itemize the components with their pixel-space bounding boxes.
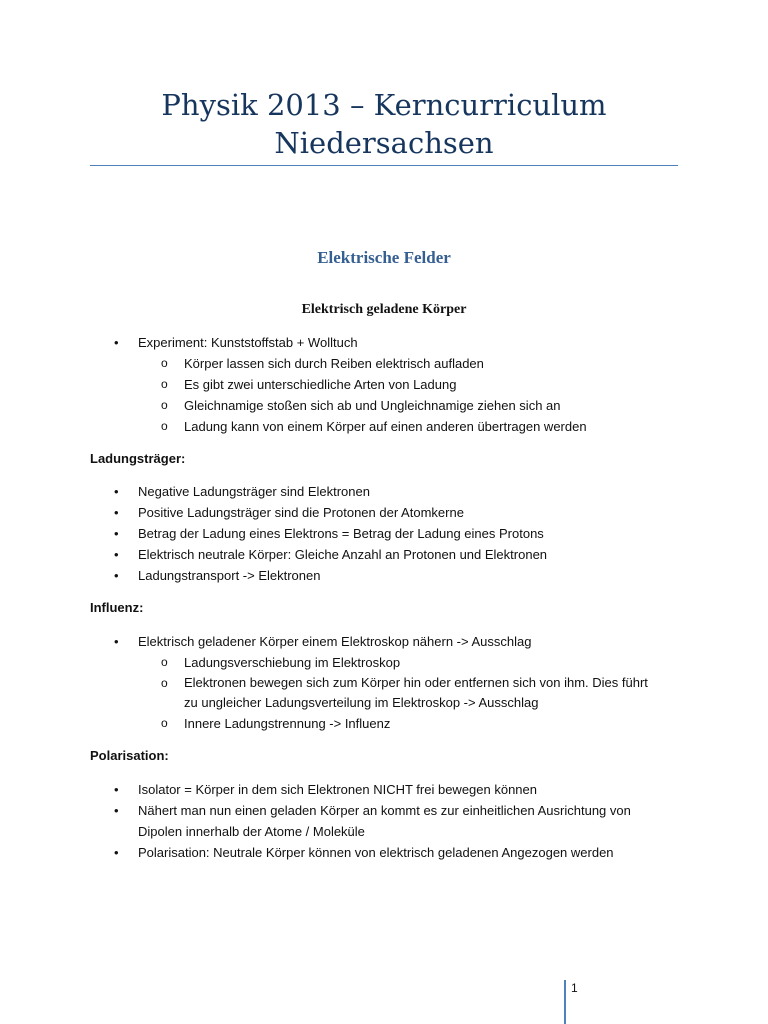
- list-item: • Elektrisch neutrale Körper: Gleiche Anzahl an Protonen und Elektronen: [0, 544, 678, 565]
- list-item: • Ladungstransport -> Elektronen: [0, 565, 678, 586]
- list-subitem: o Körper lassen sich durch Reiben elektrisch aufladen: [0, 353, 664, 374]
- polarisation-label: Polarisation:: [90, 748, 169, 763]
- list-subitem: o Gleichnamige stoßen sich ab und Ungleichnamige ziehen sich an: [0, 395, 664, 416]
- list-subitem: o Elektronen bewegen sich zum Körper hin oder entfernen sich von ihm. Dies führt zu ungleicher Ladungsverteilung im Elektroskop -> Ausschlag: [0, 673, 664, 713]
- sub-heading: Elektrisch geladene Körper: [301, 302, 467, 317]
- list-item: • Isolator = Körper in dem sich Elektronen NICHT frei bewegen können: [0, 779, 678, 800]
- list-subitem: o Es gibt zwei unterschiedliche Arten von Ladung: [0, 374, 664, 395]
- list-item: • Negative Ladungsträger sind Elektronen: [0, 481, 678, 502]
- list-subitem: o Innere Ladungstrennung -> Influenz: [0, 713, 664, 734]
- list-item: • Betrag der Ladung eines Elektrons = Betrag der Ladung eines Protons: [0, 523, 678, 544]
- list-subitem: o Ladung kann von einem Körper auf einen anderen übertragen werden: [0, 416, 664, 437]
- page-number-divider: [564, 980, 566, 1024]
- ladungstraeger-list: [0, 481, 768, 586]
- polarisation-list: [0, 779, 768, 863]
- list-item: • Elektrisch geladener Körper einem Elektroskop nähern -> Ausschlag: [0, 631, 678, 652]
- list-subitem: o Ladungsverschiebung im Elektroskop: [0, 652, 664, 673]
- section-heading: Elektrische Felder: [317, 248, 451, 267]
- list-item: • Positive Ladungsträger sind die Protonen der Atomkerne: [0, 502, 678, 523]
- list-item: • Nähert man nun einen geladen Körper an kommt es zur einheitlichen Ausrichtung von Dipolen innerhalb der Atome / Moleküle: [0, 800, 678, 842]
- document-title: Physik 2013 – Kerncurriculum Niedersachsen: [161, 88, 607, 160]
- influenz-label: Influenz:: [90, 600, 144, 615]
- experiment-list: [0, 332, 768, 437]
- title-underline-divider: [90, 165, 678, 166]
- list-item: • Experiment: Kunststoffstab + Wolltuch: [0, 332, 678, 353]
- page-number: 1: [571, 981, 578, 995]
- influenz-list: [0, 631, 768, 734]
- list-item: • Polarisation: Neutrale Körper können von elektrisch geladenen Angezogen werden: [0, 842, 678, 863]
- ladungstraeger-label: Ladungsträger:: [90, 451, 186, 466]
